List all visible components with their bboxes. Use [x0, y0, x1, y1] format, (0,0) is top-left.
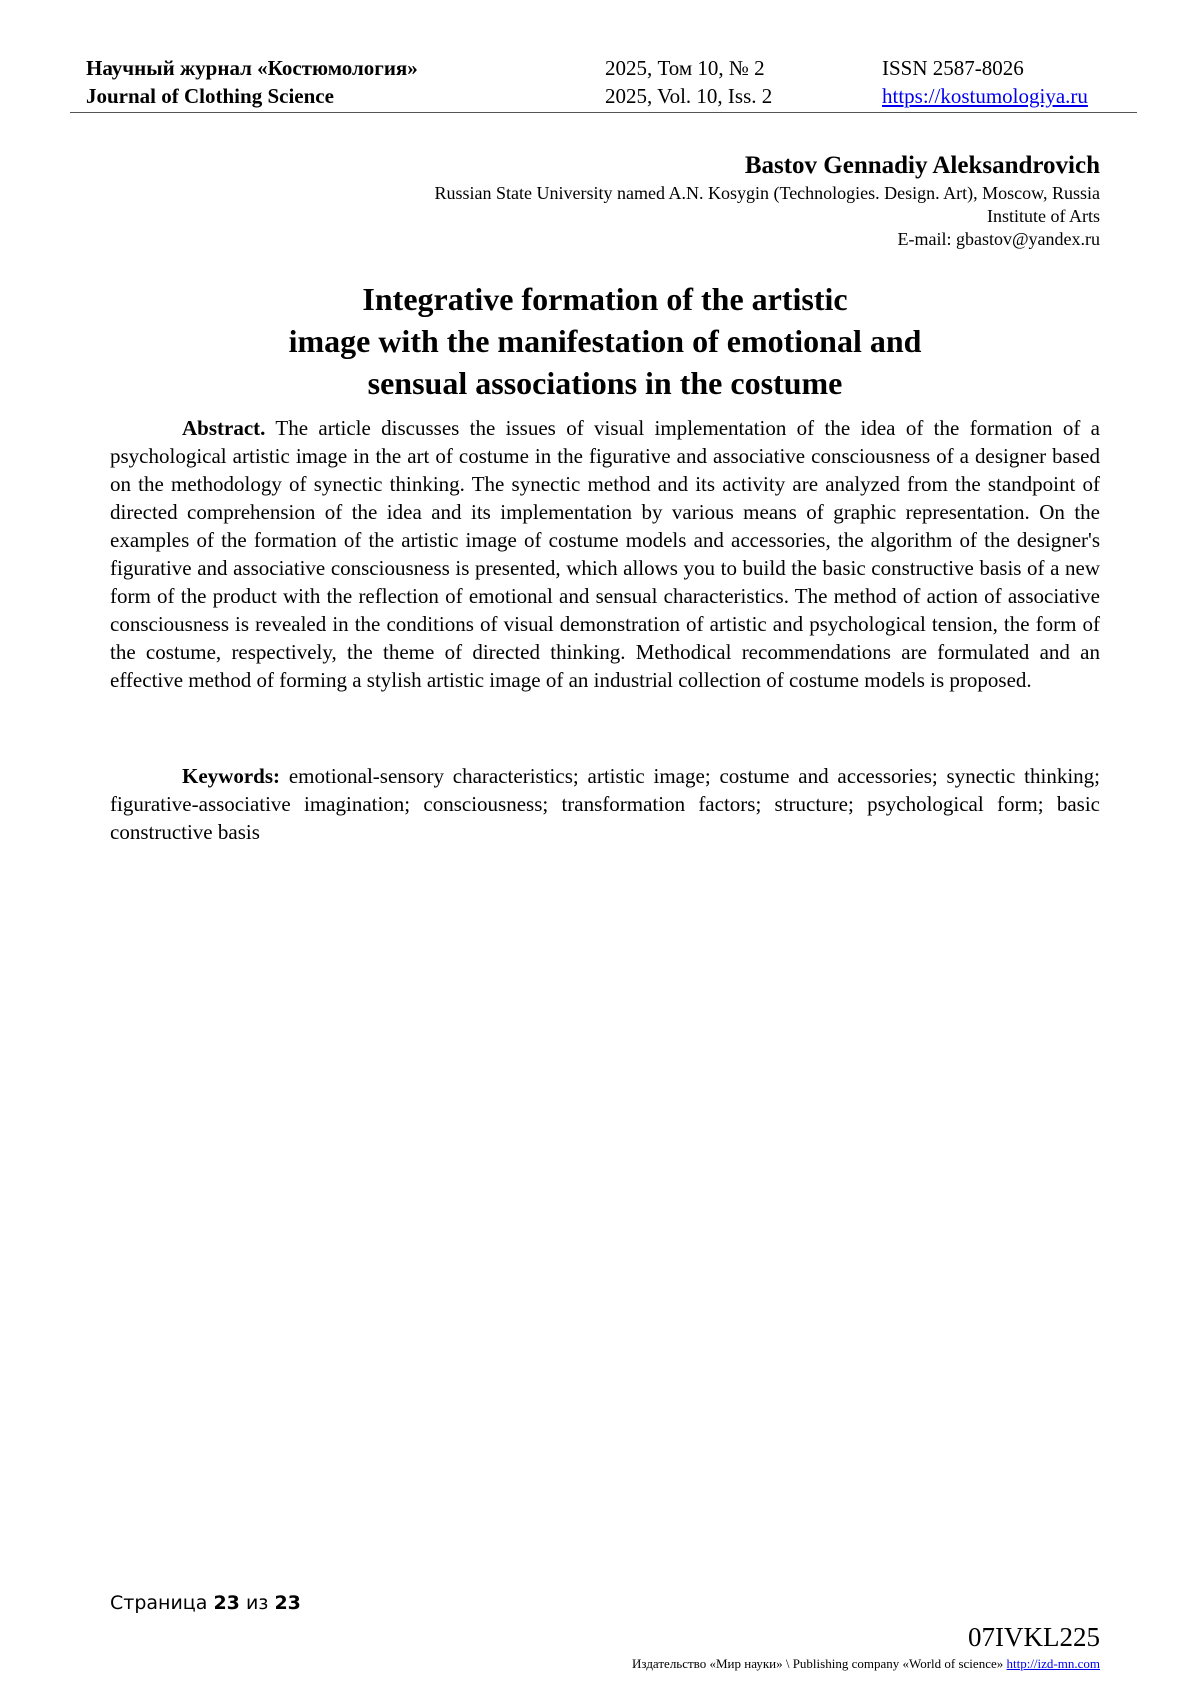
abstract-paragraph [110, 414, 1100, 694]
issue-block [605, 54, 772, 110]
journal-name-ru: Научный журнал «Костюмология» [86, 56, 418, 80]
issue-ru: 2025, Том 10, № 2 [605, 56, 765, 80]
page-total: 23 [274, 1592, 301, 1614]
article-code: 07IVKL225 [968, 1622, 1100, 1652]
header-divider [70, 112, 1137, 113]
keywords-paragraph [110, 762, 1100, 846]
publisher-name: Издательство «Мир науки» \ Publishing company «World of science» [632, 1656, 1004, 1671]
page-number [110, 1592, 301, 1614]
page-current: 23 [213, 1592, 240, 1614]
title-line-3: sensual associations in the costume [367, 365, 843, 401]
author-email: E-mail: gbastov@yandex.ru [897, 229, 1100, 249]
page-prefix: Страница [110, 1592, 208, 1614]
publisher-line [632, 1656, 1100, 1672]
issue-en: 2025, Vol. 10, Iss. 2 [605, 84, 773, 108]
page-separator: из [245, 1592, 269, 1614]
keywords-text: emotional-sensory characteristics; artistic image; costume and accessories; synectic thinking; figurative-associative imagination; consciousness; transformation factors; structure; psychological form; basic constructive basis [110, 764, 1101, 844]
issn: ISSN 2587-8026 [882, 56, 1024, 80]
author-affiliation: Russian State University named A.N. Kosygin (Technologies. Design. Art), Moscow, Russia [434, 183, 1100, 203]
issn-block [882, 54, 1088, 110]
publisher-url-link[interactable]: http://izd-mn.com [1006, 1656, 1100, 1671]
author-name: Bastov Gennadiy Aleksandrovich [744, 152, 1100, 179]
title-line-1: Integrative formation of the artistic [362, 281, 848, 317]
abstract-text: The article discusses the issues of visual implementation of the idea of the formation of a psychological artistic image in the art of costume in the figurative and associative consciousness of a designer based on the methodology of synectic thinking. The synectic method and its activity are analyzed from the standpoint of directed comprehension of the idea and its implementation by various means of graphic representation. On the examples of the formation of the artistic image of costume models and accessories, the algorithm of the designer's figurative and associative consciousness is presented, which allows you to build the basic constructive basis of a new form of the product with the reflection of emotional and sensual characteristics. The method of action of associative consciousness is revealed in the conditions of visual demonstration of artistic and psychological tension, the form of the costume, respectively, the theme of directed thinking. Methodical recommendations are formulated and an effective method of forming a stylish artistic image of an industrial collection of costume models is proposed. [110, 416, 1100, 692]
journal-name-block [86, 54, 418, 110]
author-block [200, 150, 1100, 251]
keywords-label: Keywords: [182, 764, 280, 788]
journal-name-en: Journal of Clothing Science [86, 84, 334, 108]
journal-url-link[interactable]: https://kostumologiya.ru [882, 84, 1088, 108]
paper-title [110, 278, 1100, 404]
author-institute: Institute of Arts [987, 206, 1100, 226]
abstract-label: Abstract. [182, 416, 266, 440]
title-line-2: image with the manifestation of emotional and [288, 323, 922, 359]
